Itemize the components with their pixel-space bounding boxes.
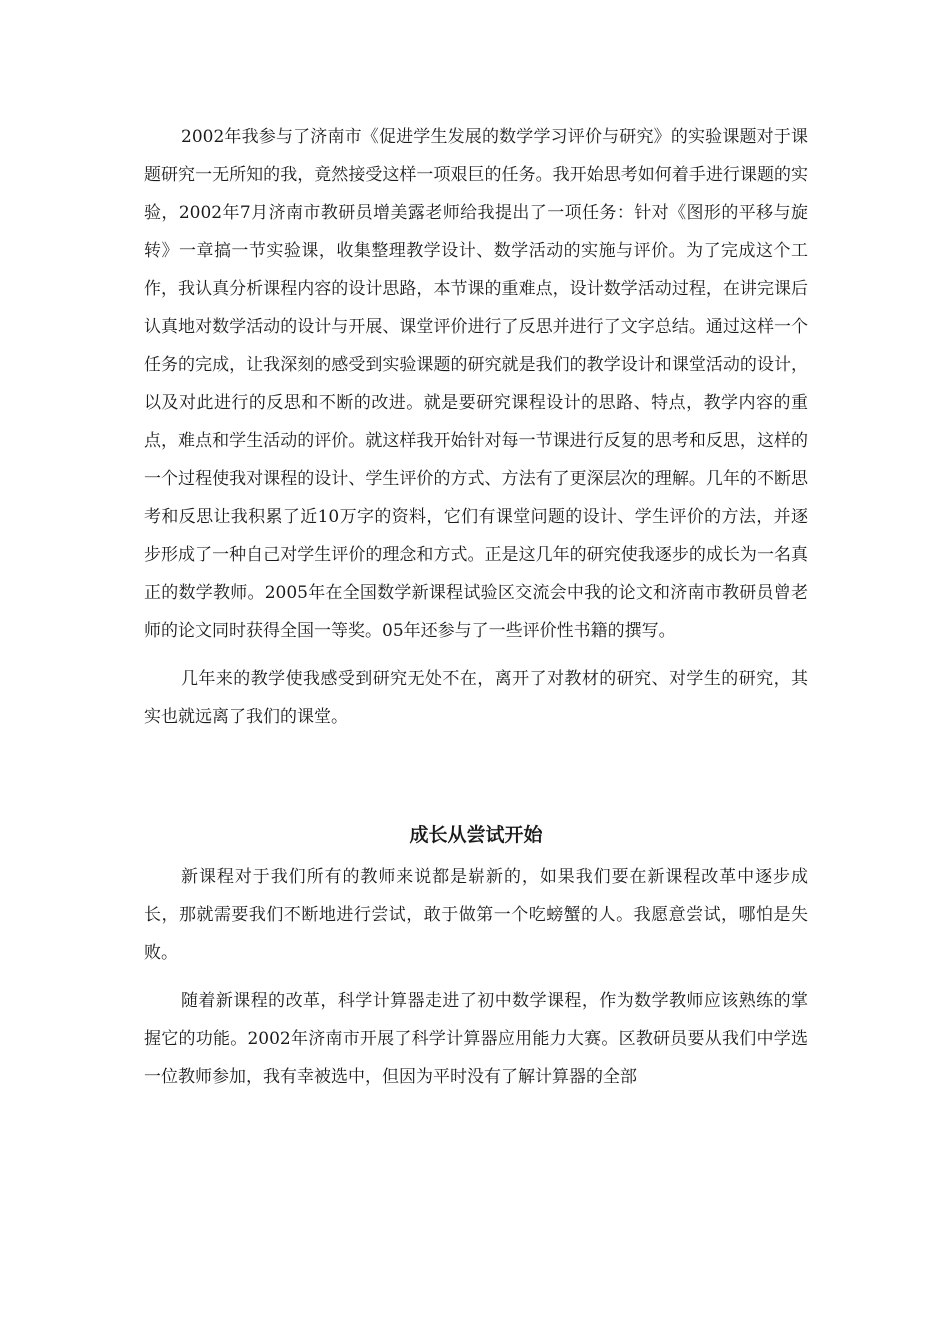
paragraph-new-curriculum: 新课程对于我们所有的教师来说都是崭新的，如果我们要在新课程改革中逐步成长，那就需要我们不断地进行尝试，敢于做第一个吃螃蟹的人。我愿意尝试，哪怕是失败。 (144, 867, 808, 963)
document-body (144, 118, 808, 1096)
paragraph-research-experience: 2002年我参与了济南市《促进学生发展的数学学习评价与研究》的实验课题对于课题研究一无所知的我，竟然接受这样一项艰巨的任务。我开始思考如何着手进行课题的实验，2002年7月济南市教研员增美露老师给我提出了一项任务：针对《图形的平移与旋转》一章搞一节实验课，收集整理教学设计、数学活动的实施与评价。为了完成这个工作，我认真分析课程内容的设计思路，本节课的重难点，设计数学活动过程，在讲完课后认真地对数学活动的设计与开展、课堂评价进行了反思并进行了文字总结。通过这样一个任务的完成，让我深刻的感受到实验课题的研究就是我们的教学设计和课堂活动的设计，以及对此进行的反思和不断的改进。就是要研究课程设计的思路、特点，教学内容的重点，难点和学生活动的评价。就这样我开始针对每一节课进行反复的思考和反思，这样的一个过程使我对课程的设计、学生评价的方式、方法有了更深层次的理解。几年的不断思考和反思让我积累了近10万字的资料，它们有课堂问题的设计、学生评价的方法，并逐步形成了一种自己对学生评价的理念和方式。正是这几年的研究使我逐步的成长为一名真正的数学教师。2005年在全国数学新课程试验区交流会中我的论文和济南市教研员曾老师的论文同时获得全国一等奖。05年还参与了一些评价性书籍的撰写。 (144, 127, 808, 641)
paragraph-calculator-contest: 随着新课程的改革，科学计算器走进了初中数学课程，作为数学教师应该熟练的掌握它的功能。2002年济南市开展了科学计算器应用能力大赛。区教研员要从我们中学选一位教师参加，我有幸被选中，但因为平时没有了解计算器的全部 (144, 991, 808, 1087)
section-title: 成长从尝试开始 (409, 824, 543, 846)
paragraph-spacer (144, 650, 808, 660)
paragraph-research-everywhere: 几年来的教学使我感受到研究无处不在，离开了对教材的研究、对学生的研究，其实也就远离了我们的课堂。 (144, 669, 808, 727)
section-spacer (144, 736, 808, 816)
paragraph-spacer (144, 972, 808, 982)
